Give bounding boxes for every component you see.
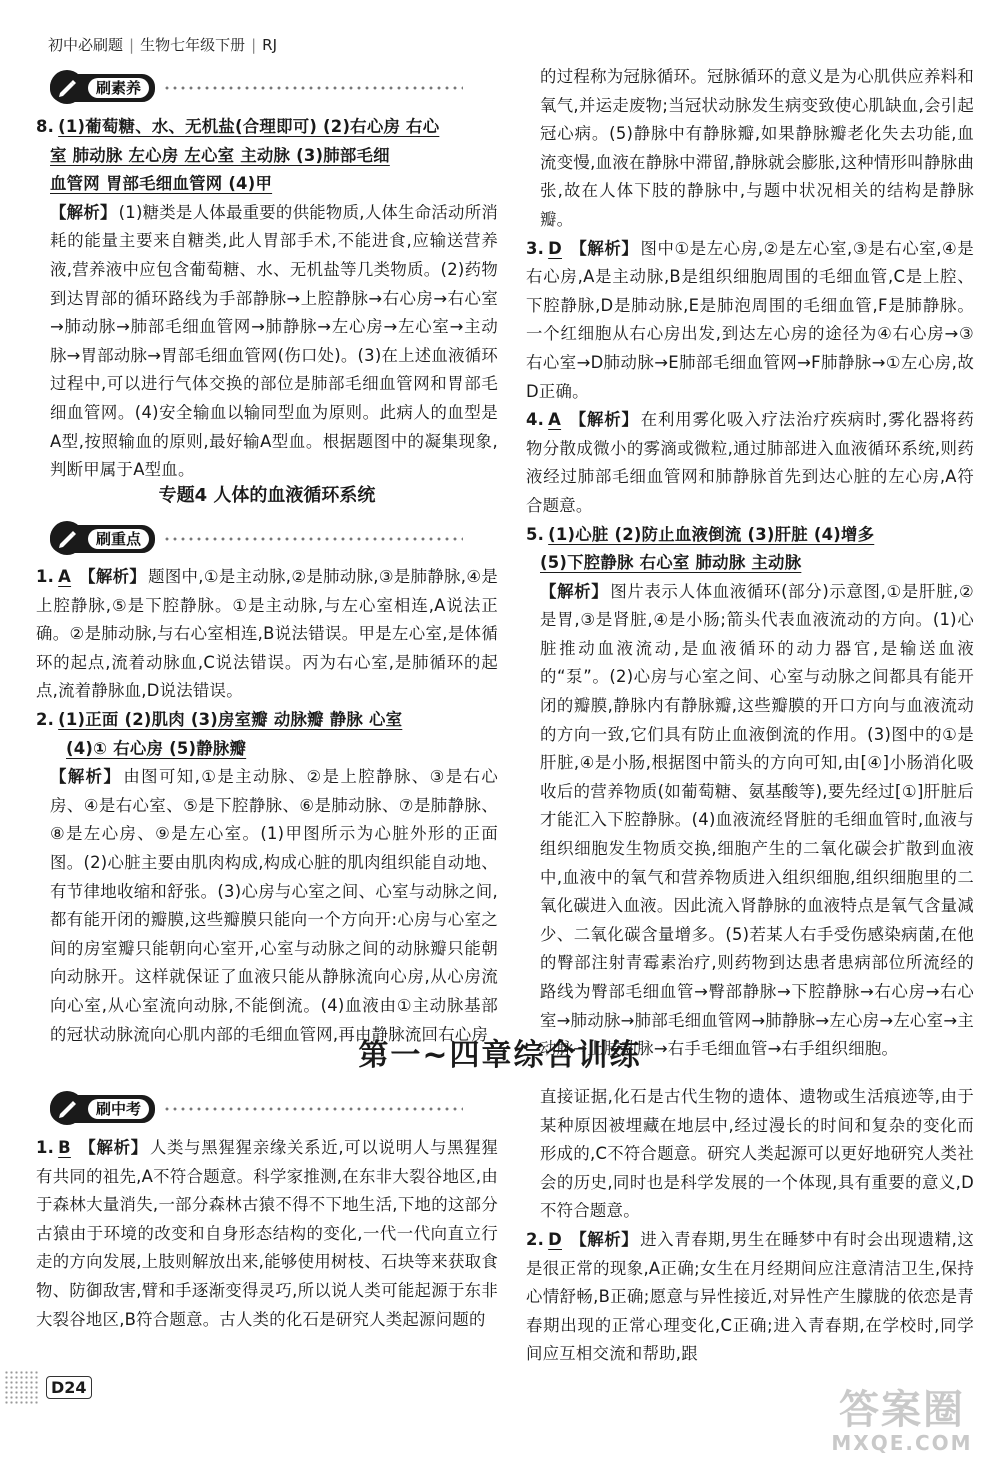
right-column-bottom [526,1083,974,1369]
ch-q2: 2. D 【解析】 进入青春期,男生在睡梦中有时会出现遗精,这是很正常的现象,A正确;女生在月经期间应注意清洁卫生,保持心情舒畅,B正确;愿意与异性接近,对异性产生朦胧的依恋是青春期出现的正常心理变化,C正确;进入青春期,在学校时,同学间应互相交流和帮助,跟 [526,1229,975,1364]
pencil-icon [50,521,84,555]
t4-q5-answer-line-1: 5. (1)心脏 (2)防止血液倒流 (3)肝脏 (4)增多 [526,524,875,544]
series-name: 初中必刷题 [48,36,124,54]
section-badge-zhongdian: 刷重点 [50,524,463,554]
t4-q1: 1. A 【解析】 题图中,①是主动脉,②是肺动脉,③是肺静脉,④是上腔静脉,⑤是下腔静脉。①是主动脉,与左心室相连,A说法正确。②是肺动脉,与右心室相连,B说法错误。甲是左心室,是体循环的起点,流着动脉血,C说法错误。丙为右心室,是肺循环的起点,流着静脉血,D说法错误。 [36,567,498,701]
edition-name: RJ [262,36,278,54]
ch-q1: 1. B 【解析】 人类与黑猩猩亲缘关系近,可以说明人与黑猩猩有共同的祖先,A不符合题意。科学家推测,在东非大裂谷地区,由于森林大量消失,一部分森林古猿不得不下地生活,下地的这部分古猿由于环境的改变和自身形态结构的变化,一代一代向直立行走的方向发展,上肢则解放出来,能够使用树枝、石块等来获取食物、防御敌害,臂和手逐渐变得灵巧,所以说人类可能起源于东非大裂谷地区,B符合题意。古人类的化石是研究人类起源问题的 [36,1138,498,1329]
t4-q2-answer-line-2: (4)① 右心房 (5)静脉瓣 [66,738,247,758]
badge-dotted-rule [163,537,463,541]
q8-explanation: 【解析】 (1)糖类是人体最重要的供能物质,人体生命活动所消耗的能量主要来自糖类,此人胃部手术,不能进食,应输送营养液,营养液中应包含葡萄糖、水、无机盐等几类物质。(2)药物到达胃部的循环路线为手部静脉→上腔静脉→右心房→右心室→肺动脉→肺部毛细血管网→肺静脉→左心房→左心室→主动脉→胃部动脉→胃部毛细血管网(伤口处)。(3)在上述血液循环过程中,可以进行气体交换的部位是肺部毛细血管网和胃部毛细血管网。(4)安全输血以输同型血为原则。此病人的血型是A型,按照输血的原则,最好输A型血。根据题图中的凝集现象,判断甲属于A型血。 [50,202,498,480]
q8-answer-line-2: 室 肺动脉 左心房 左心室 主动脉 (3)肺部毛细 [50,145,390,165]
q8-answer-line-1: 8. (1)葡萄糖、水、无机盐(合理即可) (2)右心房 右心 [36,117,440,136]
continuation-text: 的过程称为冠脉循环。冠脉循环的意义是为心肌供应养料和氧气,并运走废物;当冠状动脉发生病变致使心肌缺血,会引起冠心病。(5)静脉中有静脉瓣,如果静脉瓣老化失去功能,血流变慢,血液在静脉中滞留,静脉就会膨胀,这种情形叫静脉曲张,故在人体下肢的静脉中,与题中状况相关的结构是静脉瓣。 [540,67,974,229]
q8-answer-line-3: 血管网 胃部毛细血管网 (4)甲 [50,174,273,194]
subject-name: 生物七年级下册 [140,36,246,54]
question-8 [36,113,498,485]
pencil-icon [50,1091,84,1125]
t4-q2-explanation: 【解析】 由图可知,①是主动脉、②是上腔静脉、③是右心房、④是右心室、⑤是下腔静脉、⑥是肺动脉、⑦是肺静脉、⑧是左心房、⑨是左心室。(1)甲图所示为心脏外形的正面图。(2)心脏主要由肌肉构成,构成心脏的肌肉组织能自动地、有节律地收缩和舒张。(3)心房与心室之间、心室与动脉之间,都有能开闭的瓣膜,这些瓣膜只能向一个方向开:心房与心室之间的房室瓣只能朝向心室开,心室与动脉之间的动脉瓣只能朝向动脉开。这样就保证了血液只能从静脉流向心房,从心房流向心室,从心室流向动脉,不能倒流。(4)血液由①主动脉基部的冠状动脉流向心肌内部的毛细血管网,再由静脉流回右心房 [50,767,499,1044]
watermark-logo: 答案圈 MXQE.COM [831,1385,973,1455]
t4-q5-explanation: 【解析】 图片表示人体血液循环(部分)示意图,①是肝脏,②是胃,③是肾脏,④是小肠;箭头代表血液流动的方向。(1)心脏推动血液流动,是血液循环的动力器官,是输送血液的“泵”。(2)心房与心室之间、心室与动脉之间都具有能开闭的瓣膜,静脉内有静脉瓣,这些瓣膜的开口方向与血液流动的方向一致,它们具有防止血液倒流的作用。(3)图中的①是肝脏,④是小肠,根据图中箭头的方向可知,由[④]小肠消化吸收后的营养物质(如葡萄糖、氨基酸等),要先经过[①]肝脏后才能汇入下腔静脉。(4)血液流经肾脏的毛细血管时,血液与组织细胞发生物质交换,细胞产生的二氧化碳会扩散到血液中,血液中的氧气和营养物质进入组织细胞,组织细胞里的二氧化碳进入血液。因此流入肾静脉的血液特点是氧气含量减少、二氧化碳含量增多。(5)若某人右手受伤感染病菌,在他的臀部注射青霉素治疗,则药物到达患者患病部位所流经的路线为臀部毛细血管→臀部静脉→下腔静脉→右心房→右心室→肺动脉→肺部毛细血管网→肺静脉→左心房→左心室→主动脉→上肢动脉→右手毛细血管→右手组织细胞。 [540,581,974,1059]
page-dot-pattern [4,1370,40,1404]
chapter-q1 [36,1134,498,1334]
ch-continuation-text: 直接证据,化石是古代生物的遗体、遗物或生活痕迹等,由于某种原因被埋藏在地层中,经过漫长的时间和复杂的变化而形成的,C不符合题意。研究人类起源可以更好地研究人类社会的历史,同时也是科学发展的一个体现,具有重要的意义,D不符合题意。 [540,1087,974,1221]
right-column-top [526,63,974,1064]
badge-dotted-rule [163,86,463,90]
t4-q3: 3. D 【解析】 图中①是左心房,②是左心室,③是右心室,④是右心房,A是主动脉,B是组织细胞周围的毛细血管,C是上腔、下腔静脉,D是肺动脉,E是肺泡周围的毛细血管,F是肺静脉。一个红细胞从右心房出发,到达左心房的途径为④右心房→③右心室→D肺动脉→E肺部毛细血管网→F肺静脉→①左心房,故D正确。 [526,238,975,401]
t4-q2-answer-line-1: 2. (1)正面 (2)肌肉 (3)房室瓣 动脉瓣 静脉 心室 [36,709,403,729]
section-badge-zhongkao: 刷中考 [50,1094,463,1124]
running-header: 初中必刷题 | 生物七年级下册 | RJ [48,36,278,54]
chapter-title: 第一~四章综合训练 [358,1038,642,1073]
topic-title: 专题4 人体的血液循环系统 [158,485,376,506]
section-badge-suyang: 刷素养 [50,73,463,103]
pencil-icon [50,70,84,104]
page-number: D24 [46,1376,92,1399]
t4-q5-answer-line-2: (5)下腔静脉 右心室 肺动脉 主动脉 [540,553,802,573]
topic4-questions [36,563,498,1049]
t4-q4: 4. A 【解析】 在利用雾化吸入疗法治疗疾病时,雾化器将药物分散成微小的雾滴或微粒,通过肺部进入血液循环系统,则药液经过肺部毛细血管网和肺静脉首先到达心脏的左心房,A符合题意。 [526,410,975,515]
badge-dotted-rule [163,1107,463,1111]
